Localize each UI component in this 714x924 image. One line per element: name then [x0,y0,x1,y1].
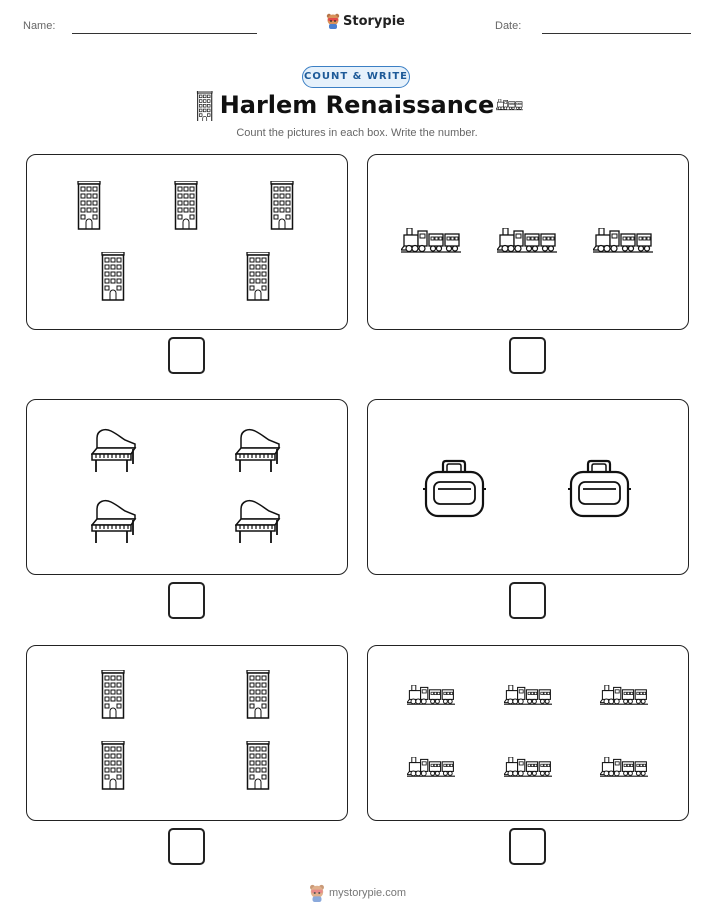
count-box-3 [26,399,348,575]
train-icon [593,228,654,255]
activity-badge: COUNT & WRITE [302,66,410,88]
answer-box-6[interactable] [509,828,546,865]
train-icon [407,757,455,779]
apartment-building-icon [76,181,103,231]
train-icon [401,228,462,255]
apartment-building-icon [100,670,127,720]
train-icon [504,685,552,707]
footer [309,884,406,902]
storypie-mascot-icon [309,884,325,902]
apartment-building-icon [100,741,127,791]
apartment-building-icon [245,670,272,720]
name-label: Name: [23,20,56,32]
page-title: Harlem Renaissance [219,91,495,119]
train-icon [600,685,648,707]
answer-box-2[interactable] [509,337,546,374]
date-label: Date: [495,20,522,32]
train-icon [600,757,648,779]
name-line[interactable] [72,33,257,34]
apartment-building-icon [173,181,200,231]
answer-box-5[interactable] [168,828,205,865]
apartment-building-icon [245,252,272,302]
brand-logo [326,13,405,29]
brand-name: Storypie [343,13,405,29]
train-icon [496,99,524,113]
apartment-building-icon [245,741,272,791]
grand-piano-icon [91,428,137,474]
count-box-5 [26,645,348,821]
count-box-4 [367,399,689,575]
count-box-6 [367,645,689,821]
date-line[interactable] [542,33,691,34]
answer-box-1[interactable] [168,337,205,374]
answer-box-4[interactable] [509,582,546,619]
bag-icon [568,459,632,518]
grand-piano-icon [91,499,137,545]
train-icon [497,228,558,255]
apartment-building-icon [100,252,127,302]
train-icon [407,685,455,707]
grand-piano-icon [235,499,281,545]
footer-url[interactable]: mystorypie.com [329,887,407,899]
storypie-mascot-icon [326,13,340,29]
train-icon [504,757,552,779]
answer-box-3[interactable] [168,582,205,619]
apartment-building-icon [269,181,296,231]
bag-icon [423,459,487,518]
instructions: Count the pictures in each box. Write the number. [236,127,478,139]
grand-piano-icon [235,428,281,474]
